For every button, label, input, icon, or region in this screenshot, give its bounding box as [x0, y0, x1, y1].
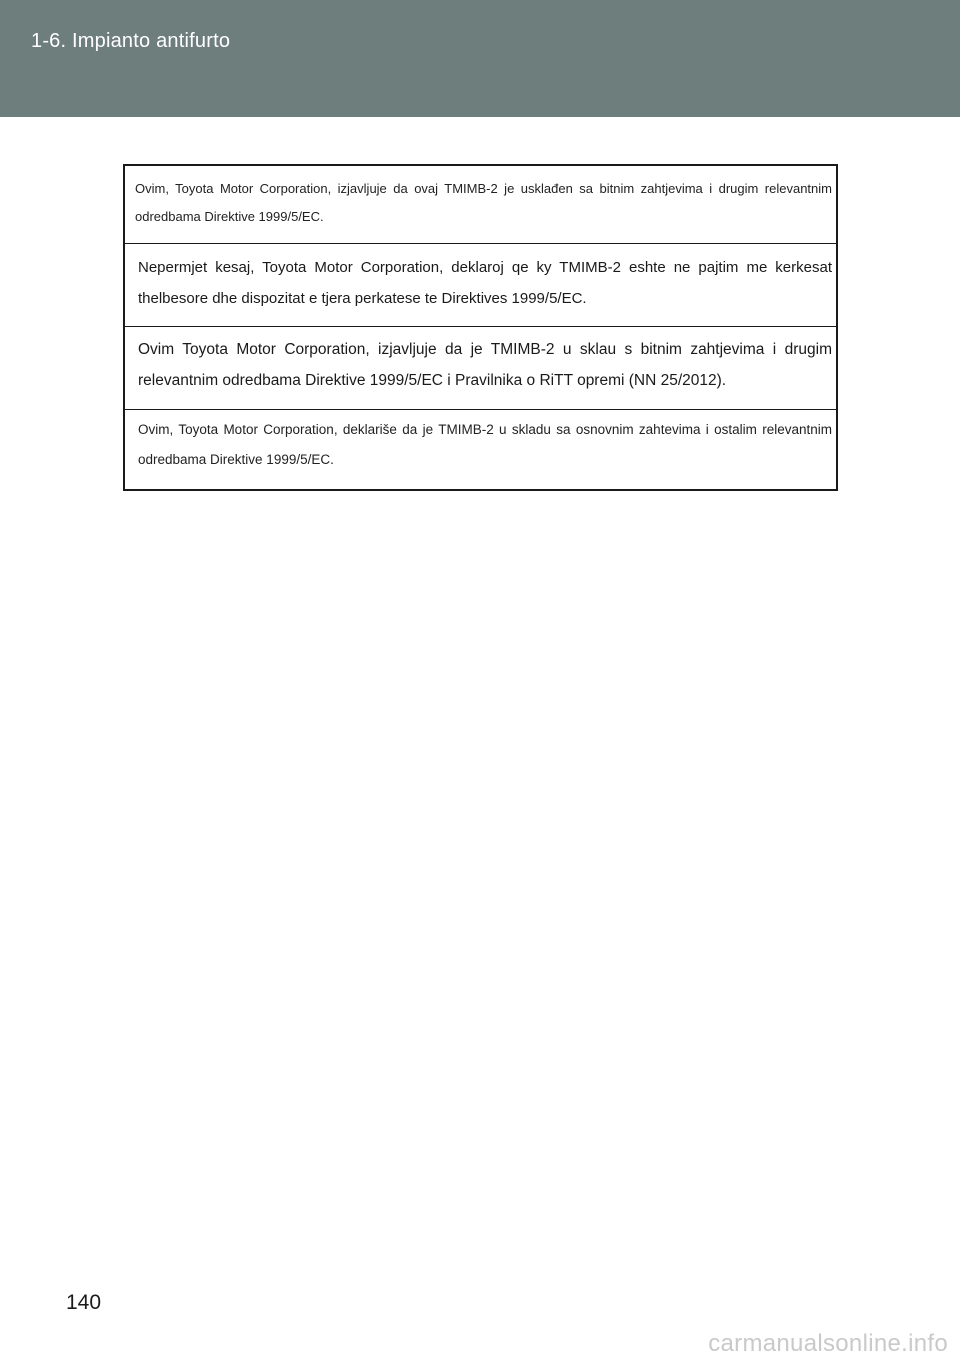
page-number: 140: [66, 1291, 102, 1314]
declaration-row-1: [125, 166, 836, 244]
declaration-text-2: Nepermjet kesaj, Toyota Motor Corporation, deklaroj qe ky TMIMB-2 eshte ne pajtim me kerkesat thelbesore dhe dispozitat e tjera perkatese te Direktives 1999/5/EC.: [138, 259, 832, 307]
declaration-row-2: [125, 244, 836, 327]
declaration-text-1: Ovim, Toyota Motor Corporation, izjavljuje da ovaj TMIMB-2 je usklađen sa bitnim zahtjevima i drugim relevantnim odredbama Direktive 1999/5/EC.: [135, 181, 832, 224]
section-title: 1-6. Impianto antifurto: [31, 30, 231, 52]
declaration-row-3: [125, 327, 836, 410]
declaration-text-4: Ovim, Toyota Motor Corporation, deklariše da je TMIMB-2 u skladu sa osnovnim zahtevima i ostalim relevantnim odredbama Direktive 1999/5/EC.: [138, 422, 832, 467]
declaration-row-4: [125, 410, 836, 489]
declaration-table: [123, 164, 838, 491]
header-band: [0, 0, 960, 117]
watermark: carmanualsonline.info: [708, 1330, 948, 1357]
declaration-text-3: Ovim Toyota Motor Corporation, izjavljuje da je TMIMB-2 u sklau s bitnim zahtjevima i drugim relevantnim odredbama Direktive 1999/5/EC i Pravilnika o RiTT opremi (NN 25/2012).: [138, 341, 832, 389]
